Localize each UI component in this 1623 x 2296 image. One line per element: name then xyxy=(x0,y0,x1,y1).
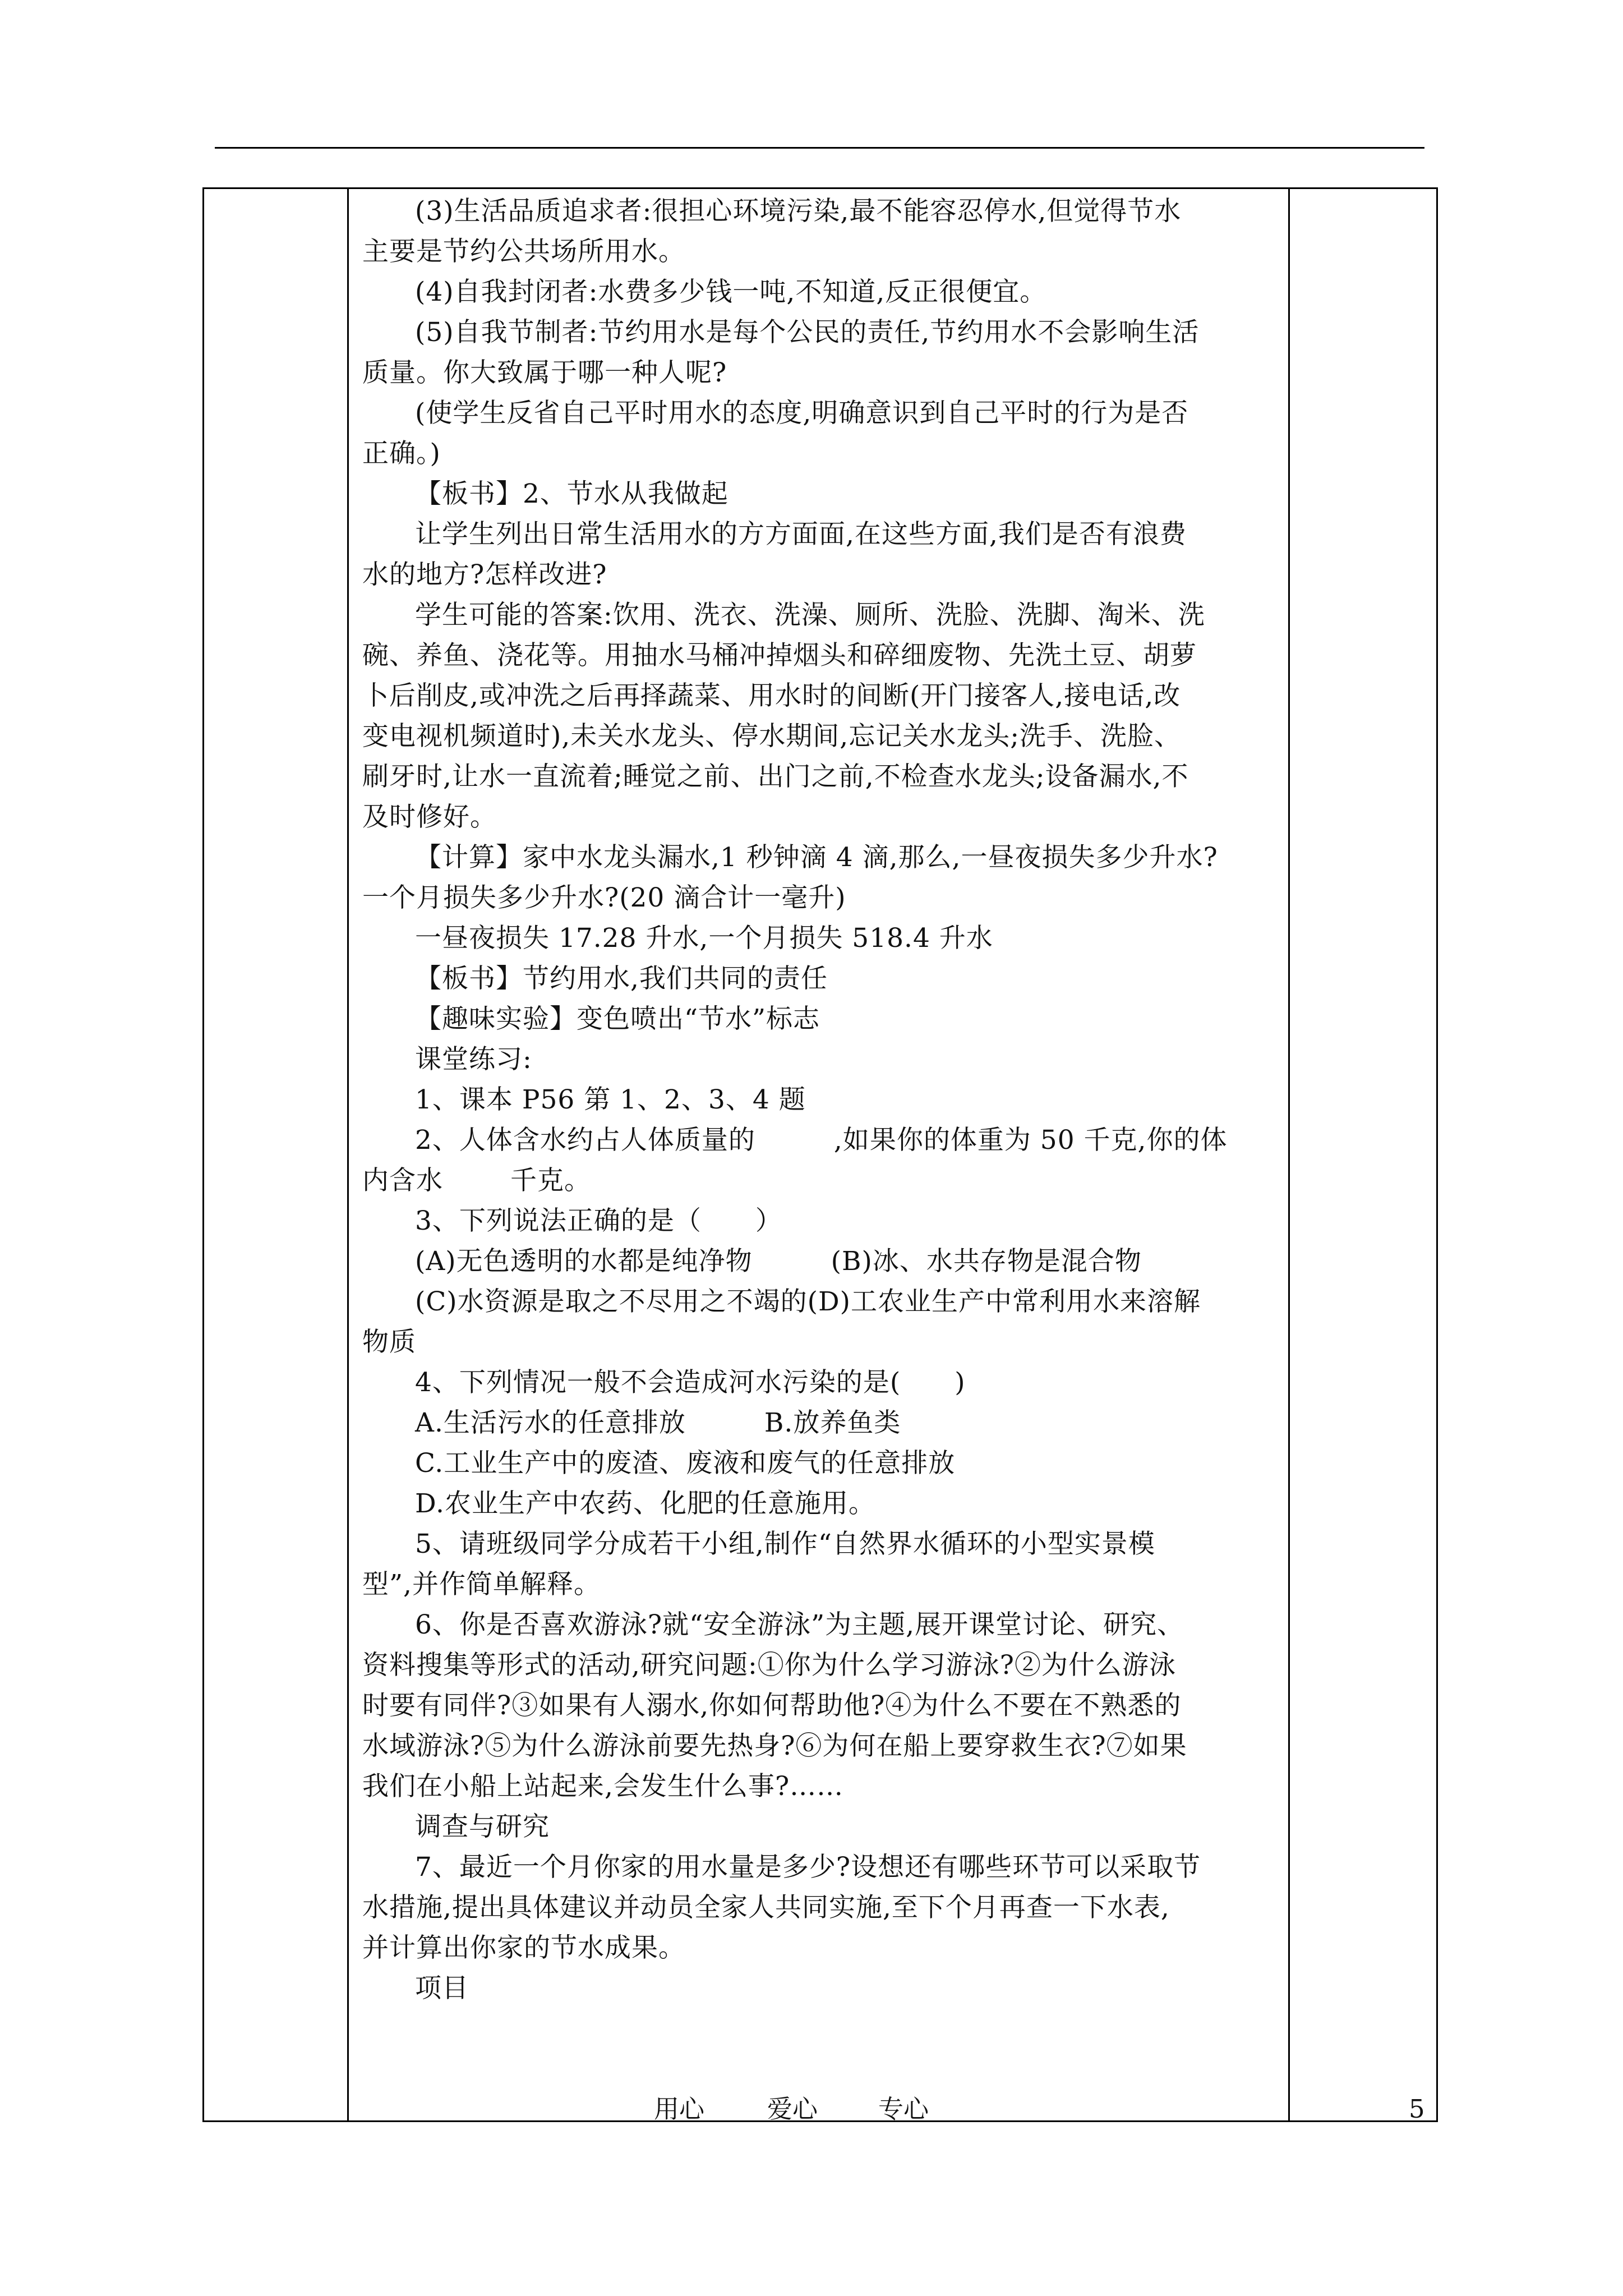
text-line: 时要有同伴?③如果有人溺水,你如何帮助他?④为什么不要在不熟悉的 xyxy=(362,1690,1182,1721)
text-line: 6、你是否喜欢游泳?就“安全游泳”为主题,展开课堂讨论、研究、 xyxy=(415,1609,1184,1640)
page-number: 5 xyxy=(1409,2094,1425,2124)
text-line: 物质 xyxy=(362,1327,416,1358)
text-line: 5、请班级同学分成若干小组,制作“自然界水循环的小型实景模 xyxy=(415,1529,1155,1559)
text-line: 质量。你大致属于哪一种人呢? xyxy=(362,357,727,388)
footer-motto-3: 专心 xyxy=(878,2094,929,2124)
text-line: A.生活污水的任意排放 B.放养鱼类 xyxy=(415,1407,901,1438)
text-line: 主要是节约公共场所用水。 xyxy=(362,236,685,267)
text-line: 一昼夜损失 17.28 升水,一个月损失 518.4 升水 xyxy=(415,923,993,954)
calc-heading: 【计算】家中水龙头漏水,1 秒钟滴 4 滴,那么,一昼夜损失多少升水? xyxy=(415,842,1218,873)
experiment-heading: 【趣味实验】变色喷出“节水”标志 xyxy=(415,1004,820,1034)
text-line: (使学生反省自己平时用水的态度,明确意识到自己平时的行为是否 xyxy=(415,398,1189,429)
text-line: 4、下列情况一般不会造成河水污染的是( ) xyxy=(415,1367,966,1398)
table-content-column xyxy=(349,189,1288,2120)
text-line: 及时修好。 xyxy=(362,802,497,832)
text-line: 水的地方?怎样改进? xyxy=(362,559,607,590)
board-heading: 【板书】节约用水,我们共同的责任 xyxy=(415,963,828,994)
text-line: 我们在小船上站起来,会发生什么事?…… xyxy=(362,1771,844,1802)
research-heading: 调查与研究 xyxy=(415,1811,550,1842)
table-right-column xyxy=(1288,189,1436,2120)
footer-motto-2: 爱心 xyxy=(767,2094,818,2124)
text-line: 内含水 千克。 xyxy=(362,1165,591,1196)
text-line: 一个月损失多少升水?(20 滴合计一毫升) xyxy=(362,882,846,913)
text-line: (A)无色透明的水都是纯净物 (B)冰、水共存物是混合物 xyxy=(415,1246,1142,1277)
board-heading: 【板书】2、节水从我做起 xyxy=(415,478,728,509)
text-line: C.工业生产中的废渣、废液和废气的任意排放 xyxy=(415,1448,956,1479)
text-line: 刷牙时,让水一直流着;睡觉之前、出门之前,不检查水龙头;设备漏水,不 xyxy=(362,761,1189,792)
lesson-table xyxy=(202,187,1438,2122)
text-line: 卜后削皮,或冲洗之后再择蔬菜、用水时的间断(开门接客人,接电话,改 xyxy=(362,680,1181,711)
text-line: 型”,并作简单解释。 xyxy=(362,1569,601,1600)
text-line: (5)自我节制者:节约用水是每个公民的责任,节约用水不会影响生活 xyxy=(415,317,1200,348)
text-line: (3)生活品质追求者:很担心环境污染,最不能容忍停水,但觉得节水 xyxy=(415,196,1182,227)
text-line: 项目 xyxy=(415,1973,469,2004)
text-line: 3、下列说法正确的是（ ） xyxy=(415,1205,782,1236)
table-left-column xyxy=(204,189,349,2120)
text-line: 变电视机频道时),未关水龙头、停水期间,忘记关水龙头;洗手、洗脸、 xyxy=(362,721,1182,752)
text-line: 让学生列出日常生活用水的方方面面,在这些方面,我们是否有浪费 xyxy=(415,519,1187,550)
text-line: D.农业生产中农药、化肥的任意施用。 xyxy=(415,1488,875,1519)
text-line: 1、课本 P56 第 1、2、3、4 题 xyxy=(415,1084,806,1115)
text-line: 水域游泳?⑤为什么游泳前要先热身?⑥为何在船上要穿救生衣?⑦如果 xyxy=(362,1731,1187,1761)
footer-motto-1: 用心 xyxy=(654,2094,705,2124)
text-line: (4)自我封闭者:水费多少钱一吨,不知道,反正很便宜。 xyxy=(415,277,1047,307)
header-rule xyxy=(215,147,1424,149)
text-line: 2、人体含水约占人体质量的 ,如果你的体重为 50 千克,你的体 xyxy=(415,1125,1228,1156)
text-line: 7、最近一个月你家的用水量是多少?设想还有哪些环节可以采取节 xyxy=(415,1852,1201,1883)
text-line: 水措施,提出具体建议并动员全家人共同实施,至下个月再查一下水表, xyxy=(362,1892,1170,1923)
text-line: 并计算出你家的节水成果。 xyxy=(362,1932,685,1963)
text-line: 资料搜集等形式的活动,研究问题:①你为什么学习游泳?②为什么游泳 xyxy=(362,1650,1176,1681)
text-line: 碗、养鱼、浇花等。用抽水马桶冲掉烟头和碎细废物、先洗土豆、胡萝 xyxy=(362,640,1197,671)
exercise-heading: 课堂练习: xyxy=(415,1044,532,1075)
text-line: (C)水资源是取之不尽用之不竭的(D)工农业生产中常利用水来溶解 xyxy=(415,1286,1201,1317)
text-line: 正确。) xyxy=(362,438,441,469)
text-line: 学生可能的答案:饮用、洗衣、洗澡、厕所、洗脸、洗脚、淘米、洗 xyxy=(415,600,1205,631)
